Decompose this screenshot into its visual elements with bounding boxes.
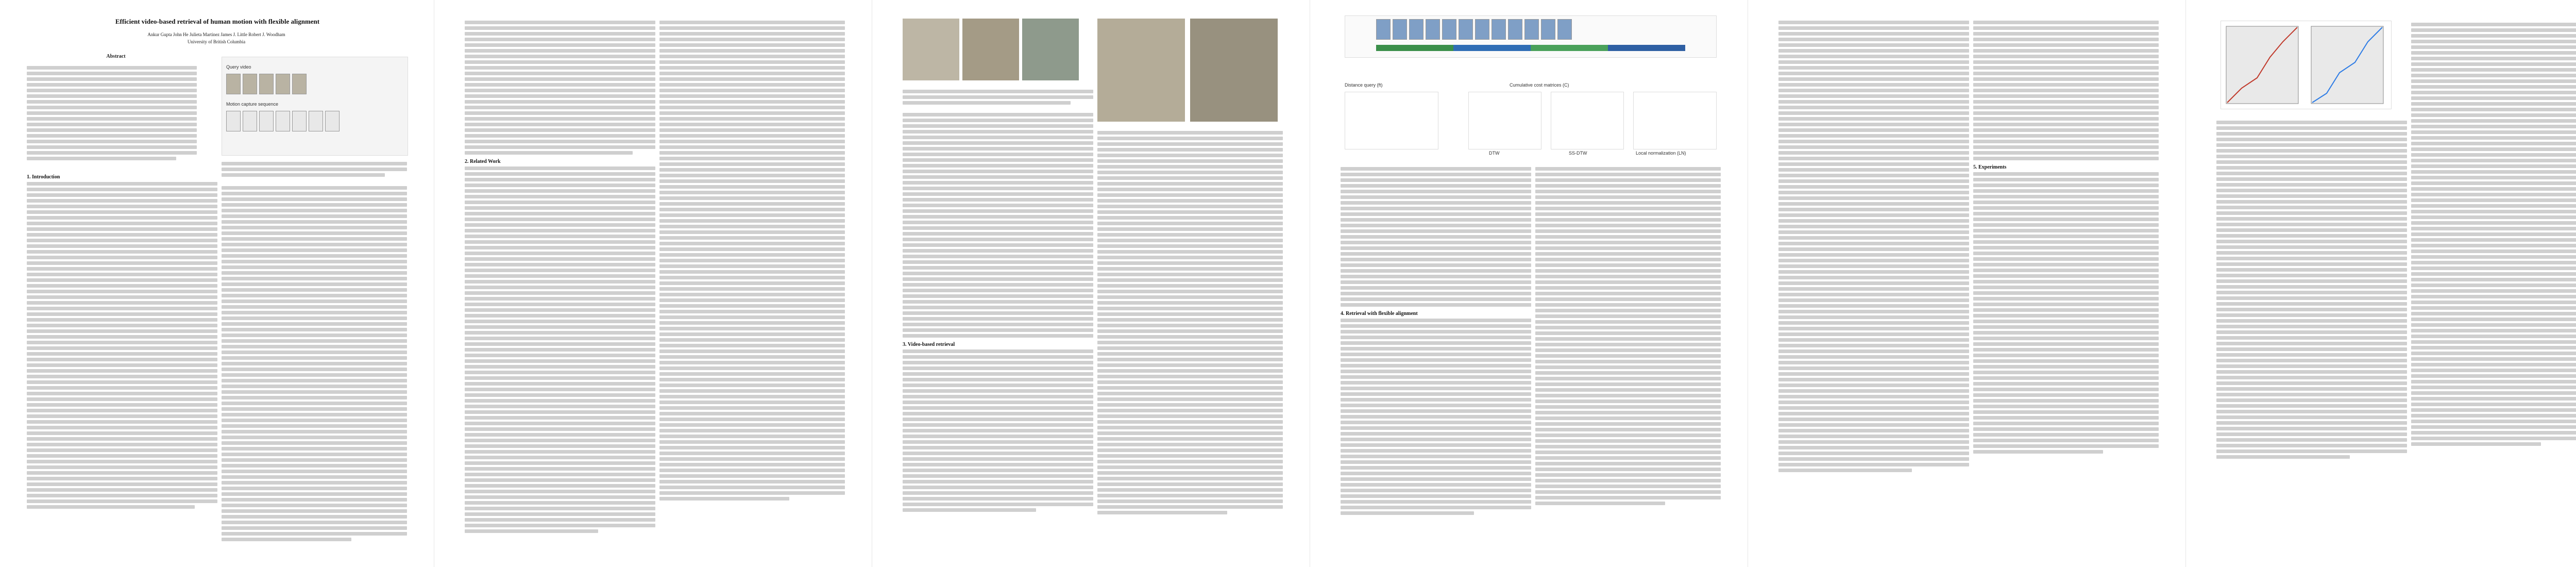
mocap-label: Motion capture sequence xyxy=(226,102,279,107)
page-4 xyxy=(1314,0,1748,567)
pose-frame xyxy=(1459,19,1473,40)
matrix-panel xyxy=(2226,26,2298,104)
abstract-heading: Abstract xyxy=(106,54,126,59)
page2-right-column xyxy=(659,19,845,503)
segment-bar xyxy=(1376,45,1453,51)
page-1 xyxy=(0,0,434,567)
page3-left-column xyxy=(903,88,1093,514)
pose-frame xyxy=(1541,19,1555,40)
pose-frame xyxy=(325,111,340,131)
paper-authors: Ankur Gupta John He Julieta Martinez James J. Little Robert J. Woodham xyxy=(147,32,285,37)
page2-left-column xyxy=(465,19,655,535)
cost-matrix-ln xyxy=(1633,92,1717,149)
table-col-ln: Local normalization (LN) xyxy=(1636,151,1686,156)
query-video-label: Query video xyxy=(226,64,251,70)
table-mid-header: Cumulative cost matrices (C) xyxy=(1510,82,1569,88)
video-frame xyxy=(292,74,307,94)
page-5 xyxy=(1752,0,2186,567)
distance-matrix xyxy=(1345,92,1438,149)
page4-right-column xyxy=(1535,165,1721,507)
matrix-panel xyxy=(2311,26,2383,104)
method-heading: 3. Video-based retrieval xyxy=(903,342,955,347)
sample-frame-photo xyxy=(1190,19,1278,122)
cost-matrix-dtw xyxy=(1468,92,1541,149)
alignment-matrix-figure xyxy=(2221,21,2392,109)
paper-title: Efficient video-based retrieval of human motion with flexible alignment xyxy=(115,18,320,25)
pose-frame xyxy=(226,111,241,131)
cost-matrix-ssdtw xyxy=(1551,92,1624,149)
pose-frame xyxy=(1492,19,1506,40)
pose-sequence-figure xyxy=(1345,15,1717,58)
page-6 xyxy=(2190,0,2576,567)
page6-left-column xyxy=(2216,119,2407,461)
pose-frame xyxy=(1409,19,1423,40)
figure-1 xyxy=(222,57,408,156)
video-frame xyxy=(276,74,290,94)
experiments-heading: 5. Experiments xyxy=(1973,164,2007,170)
pose-frame xyxy=(1376,19,1391,40)
pose-frame xyxy=(1475,19,1489,40)
video-frame xyxy=(243,74,257,94)
abstract-body xyxy=(27,64,197,162)
sample-frame-photo xyxy=(1022,19,1079,80)
video-frame xyxy=(259,74,274,94)
pose-frame xyxy=(243,111,257,131)
page-3 xyxy=(876,0,1310,567)
query-frames xyxy=(226,74,307,94)
sample-frame-photo xyxy=(962,19,1019,80)
pose-frame xyxy=(1426,19,1440,40)
segment-bar xyxy=(1453,45,1531,51)
segment-band xyxy=(1376,45,1685,51)
intro-heading: 1. Introduction xyxy=(27,174,60,180)
table-col-dtw: DTW xyxy=(1489,151,1500,156)
page6-right-column xyxy=(2411,21,2576,448)
pose-frame xyxy=(1524,19,1539,40)
pose-frame xyxy=(1393,19,1407,40)
pose-frame xyxy=(1442,19,1456,40)
table-left-header: Distance query (ft) xyxy=(1345,82,1383,88)
alignment-matrix-svg xyxy=(2221,21,2391,109)
segment-bar xyxy=(1608,45,1685,51)
video-frame xyxy=(226,74,241,94)
retrieval-heading: 4. Retrieval with flexible alignment xyxy=(1341,311,1418,316)
pose-frame xyxy=(259,111,274,131)
sample-frame-photo xyxy=(1097,19,1185,122)
segment-bar xyxy=(1531,45,1608,51)
table-col-ssdtw: SS-DTW xyxy=(1569,151,1587,156)
page-2 xyxy=(438,0,872,567)
related-heading: 2. Related Work xyxy=(465,159,501,164)
pose-frame xyxy=(276,111,290,131)
page3-right-column xyxy=(1097,129,1283,516)
pose-sequence xyxy=(1376,19,1572,40)
pose-frame xyxy=(1508,19,1522,40)
pose-frame xyxy=(309,111,323,131)
page4-left-column xyxy=(1341,165,1531,517)
pose-frame xyxy=(292,111,307,131)
pose-frame xyxy=(1557,19,1572,40)
intro-column xyxy=(27,170,217,511)
sample-frame-photo xyxy=(903,19,959,80)
paper-affiliation: University of British Columbia xyxy=(187,39,246,44)
page5-left-column xyxy=(1778,19,1969,474)
page1-right-column xyxy=(222,160,407,543)
mocap-frames xyxy=(226,111,340,131)
page5-right-column xyxy=(1973,19,2159,456)
